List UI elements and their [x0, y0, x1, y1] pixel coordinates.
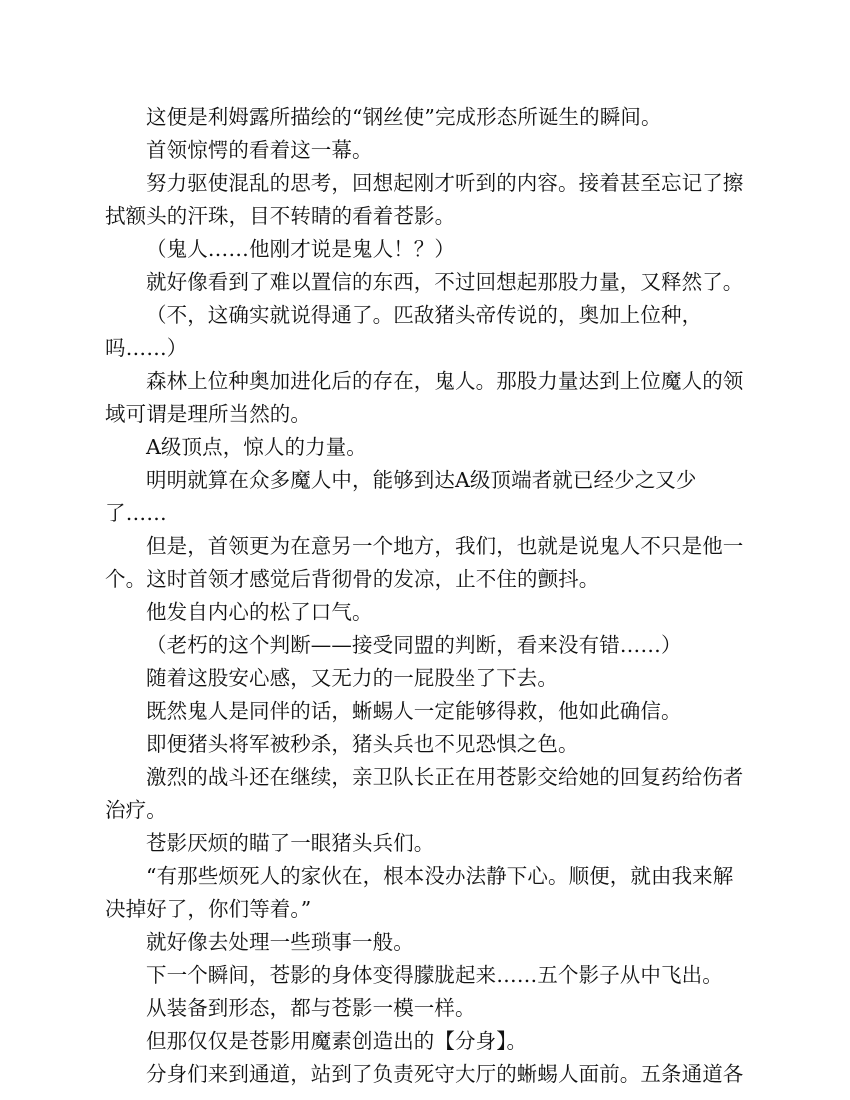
paragraph: 努力驱使混乱的思考，回想起刚才听到的内容。接着甚至忘记了擦拭额头的汗珠，目不转睛的看着苍影。 [105, 171, 744, 228]
paragraph: 激烈的战斗还在继续，亲卫队长正在用苍影交给她的回复药给伤者治疗。 [105, 765, 744, 822]
paragraph: 但是，首领更为在意另一个地方，我们，也就是说鬼人不只是他一个。这时首领才感觉后背彻骨的发凉，止不住的颤抖。 [105, 534, 744, 591]
paragraph: 既然鬼人是同伴的话，蜥蜴人一定能够得救，他如此确信。 [146, 699, 682, 723]
paragraph: （不，这确实就说得通了。匹敌猪头帝传说的，奥加上位种，吗……） [105, 303, 703, 360]
paragraph: 首领惊愕的看着这一幕。 [146, 138, 373, 162]
paragraph: 分身们来到通道，站到了负责死守大厅的蜥蜴人面前。五条通道各 [146, 1062, 744, 1086]
paragraph: 从装备到形态，都与苍影一模一样。 [146, 996, 476, 1020]
body-text [105, 101, 747, 1091]
paragraph: 森林上位种奥加进化后的存在，鬼人。那股力量达到上位魔人的领域可谓是理所当然的。 [105, 369, 744, 426]
paragraph: A级顶点，惊人的力量。 [146, 435, 367, 459]
paragraph: 就好像看到了难以置信的东西，不过回想起那股力量，又释然了。 [146, 270, 744, 294]
paragraph: “有那些烦死人的家伙在，根本没办法静下心。顺便，就由我来解决掉好了，你们等着。” [105, 864, 734, 921]
paragraph: 但那仅仅是苍影用魔素创造出的【分身】。 [146, 1029, 528, 1053]
paragraph: 苍影厌烦的瞄了一眼猪头兵们。 [146, 831, 435, 855]
paragraph: （鬼人……他刚才说是鬼人！？） [146, 237, 455, 261]
paragraph: 他发自内心的松了口气。 [146, 600, 373, 624]
paragraph: （老朽的这个判断——接受同盟的判断，看来没有错……） [146, 633, 682, 657]
paragraph: 下一个瞬间，苍影的身体变得朦胧起来……五个影子从中飞出。 [146, 963, 723, 987]
paragraph: 明明就算在众多魔人中，能够到达A级顶端者就已经少之又少了…… [105, 468, 697, 525]
paragraph: 即便猪头将军被秒杀，猪头兵也不见恐惧之色。 [146, 732, 579, 756]
paragraph: 随着这股安心感，又无力的一屁股坐了下去。 [146, 666, 558, 690]
paragraph: 这便是利姆露所描绘的“钢丝使”完成形态所诞生的瞬间。 [146, 105, 662, 129]
paragraph: 就好像去处理一些琐事一般。 [146, 930, 414, 954]
